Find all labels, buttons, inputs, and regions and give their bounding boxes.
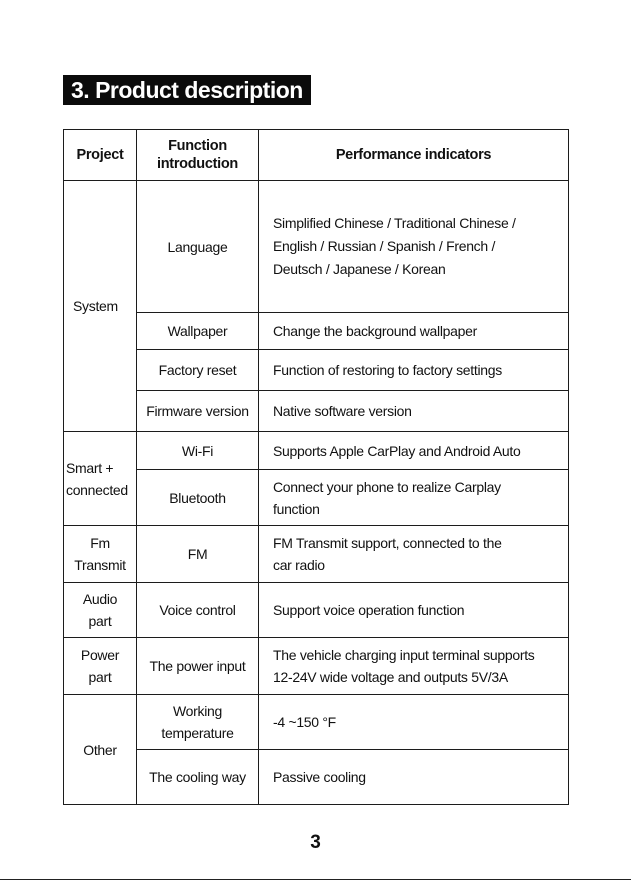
table-row [64,638,569,695]
bottom-divider [0,879,631,880]
performance-firmware-version: Native software version [259,391,569,432]
function-working-temperature-label: Working temperature [161,703,234,741]
performance-bluetooth [259,470,569,526]
group-audio-part [64,583,137,638]
table-row [64,526,569,583]
page-number: 3 [310,832,321,853]
function-bluetooth: Bluetooth [137,470,259,526]
performance-bluetooth-text: Connect your phone to realize Carplay function [273,478,501,517]
performance-wifi: Supports Apple CarPlay and Android Auto [259,432,569,470]
performance-power-input [259,638,569,695]
section-heading: 3. Product description [63,75,311,105]
function-language: Language [137,181,259,313]
group-smart-connected [64,432,137,526]
performance-language-text: Simplified Chinese / Traditional Chinese / English / Russian / Spanish / French / Deutsch / Japanese / Korean [273,215,516,277]
performance-language [259,181,569,313]
function-wallpaper: Wallpaper [137,313,259,350]
function-firmware-version: Firmware version [137,391,259,432]
performance-factory-reset: Function of restoring to factory settings [259,350,569,391]
function-power-input: The power input [137,638,259,695]
table-row [64,695,569,750]
function-wifi: Wi-Fi [137,432,259,470]
header-function-label: Function introduction [157,138,238,172]
table-header-row [64,130,569,181]
performance-fm [259,526,569,583]
performance-power-input-text: The vehicle charging input terminal supports 12-24V wide voltage and outputs 5V/3A [273,647,535,685]
header-project: Project [64,130,137,181]
group-fm-transmit-label: Fm Transmit [74,535,126,573]
group-fm-transmit [64,526,137,583]
performance-wallpaper: Change the background wallpaper [259,313,569,350]
table-row [64,391,569,432]
function-voice-control: Voice control [137,583,259,638]
function-working-temperature [137,695,259,750]
function-factory-reset: Factory reset [137,350,259,391]
performance-cooling-way: Passive cooling [259,750,569,805]
table-row [64,313,569,350]
table-row [64,583,569,638]
group-smart-connected-label: Smart + connected [66,459,128,498]
group-system: System [64,181,137,432]
group-power-part [64,638,137,695]
header-function [137,130,259,181]
group-power-part-label: Power part [80,647,120,685]
performance-working-temperature: -4 ~150 °F [259,695,569,750]
table-row [64,350,569,391]
table-row [64,470,569,526]
function-cooling-way: The cooling way [137,750,259,805]
product-spec-table [63,129,569,805]
performance-fm-text: FM Transmit support, connected to the car radio [273,535,502,573]
function-fm: FM [137,526,259,583]
performance-voice-control: Support voice operation function [259,583,569,638]
table-row [64,750,569,805]
table-row [64,432,569,470]
header-performance: Performance indicators [259,130,569,181]
group-audio-part-label: Audio part [82,591,118,629]
group-other: Other [64,695,137,805]
table-row [64,181,569,313]
